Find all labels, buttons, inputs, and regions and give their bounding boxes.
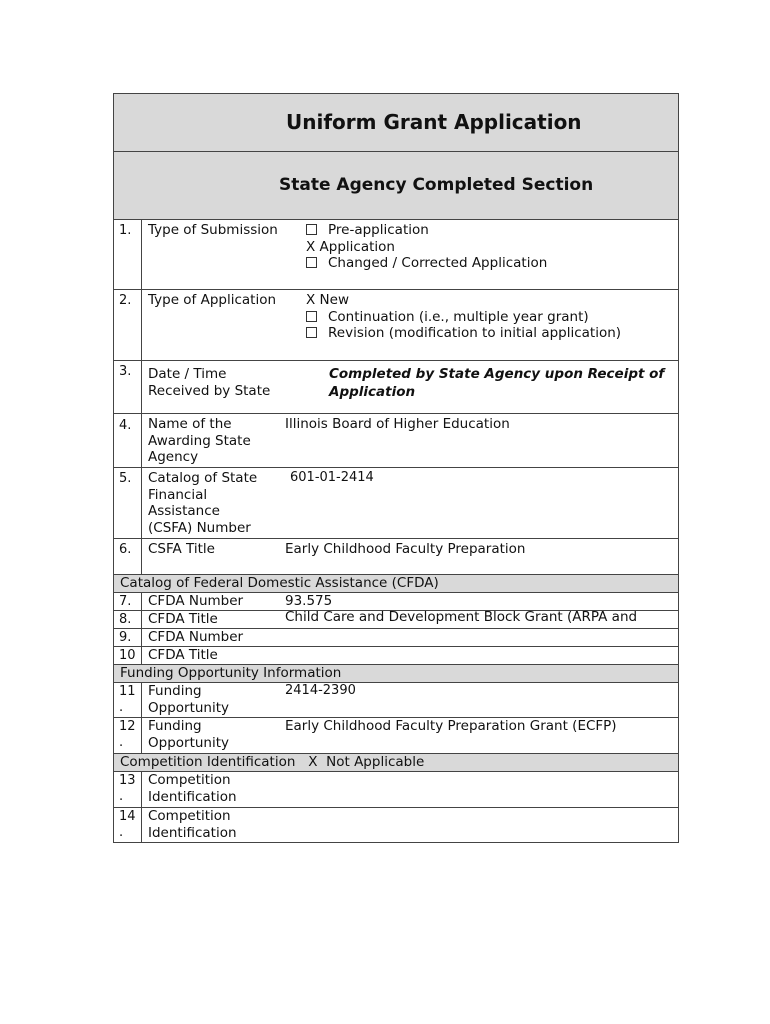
funding-section-header: Funding Opportunity Information xyxy=(114,665,678,683)
row-competition-identification-1 xyxy=(114,772,678,808)
row-label: Catalog of State Financial Assistance (CSFA) Number xyxy=(148,470,258,536)
row-label: Type of Application xyxy=(148,292,277,308)
row-number: 4. xyxy=(114,414,142,467)
row-label: CFDA Title xyxy=(148,647,218,663)
row-competition-identification-2 xyxy=(114,808,678,842)
row-number: 5. xyxy=(114,468,142,538)
row-awarding-agency xyxy=(114,414,678,468)
option-new[interactable]: X New xyxy=(306,292,349,308)
row-number: 11 . xyxy=(114,683,142,717)
row-type-of-application xyxy=(114,290,678,361)
row-number: 13 . xyxy=(114,772,142,807)
row-label: CSFA Title xyxy=(148,541,215,557)
funding-title-value: Early Childhood Faculty Preparation Grant (ECFP) xyxy=(285,718,617,734)
row-number: 7. xyxy=(114,593,142,610)
row-number: 14 . xyxy=(114,808,142,842)
row-label: Type of Submission xyxy=(148,222,278,238)
row-label: Date / Time Received by State xyxy=(148,366,271,399)
row-funding-opportunity-title xyxy=(114,718,678,754)
section-title: State Agency Completed Section xyxy=(279,175,594,195)
row-label: CFDA Number xyxy=(148,593,244,609)
row-label: Funding Opportunity xyxy=(148,683,230,716)
checkbox-icon[interactable] xyxy=(306,311,317,322)
state-agency-note: Completed by State Agency upon Receipt of Application xyxy=(329,366,665,400)
row-label: Funding Opportunity xyxy=(148,718,230,751)
row-label: CFDA Number xyxy=(148,629,244,645)
row-number: 12 . xyxy=(114,718,142,753)
submission-options xyxy=(306,222,547,272)
row-csfa-title xyxy=(114,539,678,575)
row-cfda-title-1 xyxy=(114,611,678,629)
row-number: 3. xyxy=(114,361,142,413)
row-number: 2. xyxy=(114,290,142,360)
checkbox-icon[interactable] xyxy=(306,257,317,268)
row-number: 9. xyxy=(114,629,142,646)
cfda-title-value: Child Care and Development Block Grant (ARPA and xyxy=(285,609,638,625)
csfa-number-value: 601-01-2414 xyxy=(290,470,374,485)
row-funding-opportunity-number xyxy=(114,683,678,718)
option-pre-application[interactable]: Pre-application xyxy=(306,222,547,239)
row-label: Competition Identification xyxy=(148,808,237,841)
form-title-bar xyxy=(114,94,678,152)
row-date-time-received xyxy=(114,361,678,414)
row-cfda-title-2 xyxy=(114,647,678,665)
uniform-grant-application-form xyxy=(113,93,679,843)
row-csfa-number xyxy=(114,468,678,539)
csfa-title-value: Early Childhood Faculty Preparation xyxy=(285,541,526,557)
row-label: CFDA Title xyxy=(148,611,218,627)
row-type-of-submission xyxy=(114,220,678,290)
awarding-agency-value: Illinois Board of Higher Education xyxy=(285,416,510,432)
funding-opportunity-value: 2414-2390 xyxy=(285,683,356,698)
application-options xyxy=(306,292,621,342)
option-revision[interactable]: Revision (modification to initial application) xyxy=(306,325,621,342)
cfda-section-header: Catalog of Federal Domestic Assistance (CFDA) xyxy=(114,575,678,593)
row-number: 10 xyxy=(114,647,142,664)
row-label: Competition Identification xyxy=(148,772,237,805)
competition-section-header: Competition Identification X Not Applicable xyxy=(114,754,678,772)
section-title-bar xyxy=(114,152,678,220)
form-title: Uniform Grant Application xyxy=(286,110,582,134)
option-changed-corrected[interactable]: Changed / Corrected Application xyxy=(306,255,547,272)
checkbox-icon[interactable] xyxy=(306,327,317,338)
row-cfda-number-2 xyxy=(114,629,678,647)
row-number: 8. xyxy=(114,611,142,628)
row-number: 1. xyxy=(114,220,142,289)
option-application[interactable]: X Application xyxy=(306,238,395,255)
option-continuation[interactable]: Continuation (i.e., multiple year grant) xyxy=(306,309,621,326)
row-label: Name of the Awarding State Agency xyxy=(148,416,251,465)
checkbox-icon[interactable] xyxy=(306,224,317,235)
row-number: 6. xyxy=(114,539,142,574)
cfda-number-value: 93.575 xyxy=(285,593,333,609)
